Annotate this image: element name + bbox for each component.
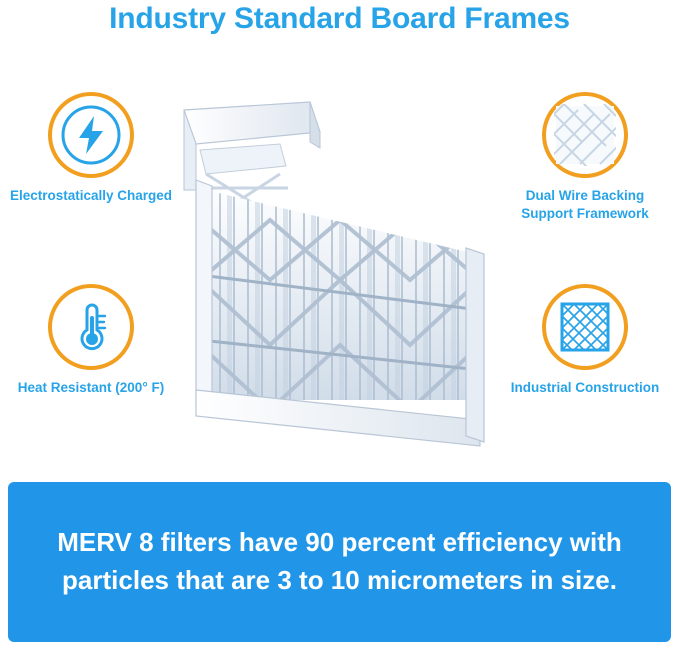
feature-industrial-construction [500,284,670,397]
merv-rating-text: MERV 8 filters have 90 percent efficiency with particles that are 3 to 10 micrometers in size. [57,527,622,595]
page-title: Industry Standard Board Frames [109,2,570,35]
feature-label-electrostatically-charged: Electrostatically Charged [9,188,173,203]
feature-dual-wire-backing [500,92,670,223]
badge-ring-industrial-construction [542,284,628,370]
feature-heat-resistant [6,284,176,397]
merv-rating-banner [8,482,671,642]
badge-ring-heat-resistant [48,284,134,370]
pleated-air-filter-image [160,70,510,460]
feature-label-industrial-construction: Industrial Construction [510,380,660,395]
frame-grid-icon [554,296,616,358]
badge-ring-dual-wire-backing [542,92,628,178]
feature-label-heat-resistant: Heat Resistant (200° F) [17,380,165,395]
badge-ring-electrostatically-charged [48,92,134,178]
feature-electrostatically-charged [6,92,176,205]
wire-mesh-icon [554,104,616,166]
thermometer-icon [60,296,122,358]
feature-label-dual-wire-backing: Dual Wire Backing Support Framework [521,188,649,222]
lightning-bolt-icon [60,104,122,166]
